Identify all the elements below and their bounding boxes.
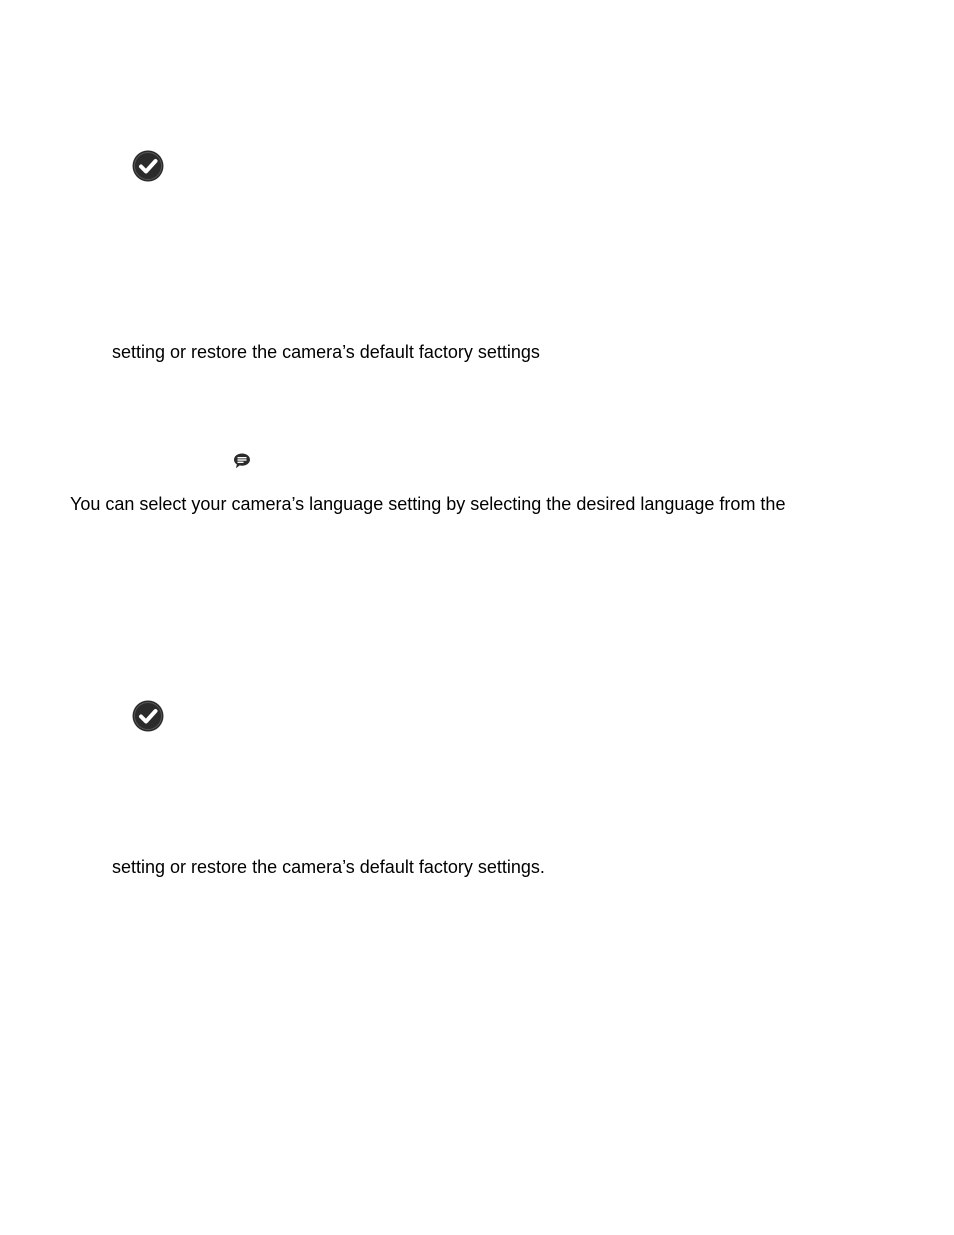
text-line-language-setting: You can select your camera’s language setting by selecting the desired language from the <box>70 494 786 514</box>
speech-bubble-icon <box>233 452 251 470</box>
check-circle-icon <box>132 150 164 182</box>
check-circle-icon <box>132 700 164 732</box>
text-line-restore-settings: setting or restore the camera’s default factory settings <box>112 342 540 362</box>
text-line-restore-settings-2: setting or restore the camera’s default factory settings. <box>112 857 545 877</box>
